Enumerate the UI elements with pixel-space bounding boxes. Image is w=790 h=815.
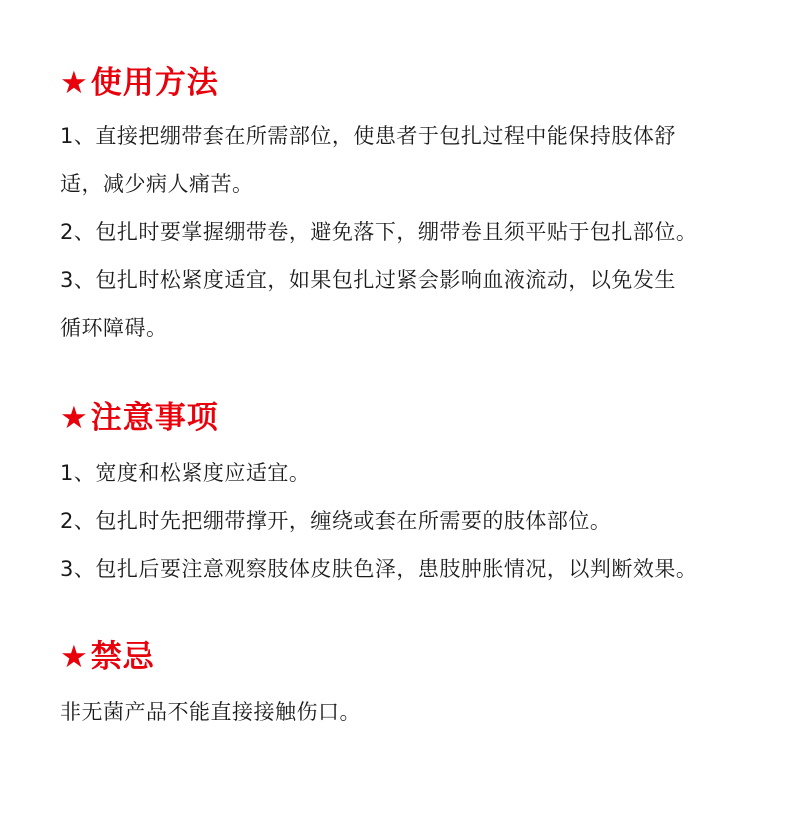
contraindications-heading <box>60 637 155 677</box>
usage-line-2: 适，减少病人痛苦。 <box>60 172 254 196</box>
notes-line-2: 2、包扎时先把绷带撑开，缠绕或套在所需要的肢体部位。 <box>60 509 612 533</box>
notes-heading <box>60 398 219 438</box>
notes-line-3: 3、包扎后要注意观察肢体皮肤色泽，患肢肿胀情况，以判断效果。 <box>60 557 698 581</box>
contraindications-line-1: 非无菌产品不能直接接触伤口。 <box>60 700 361 724</box>
notes-line-1: 1、宽度和松紧度应适宜。 <box>60 461 311 485</box>
notes-heading-title: 注意事项 <box>90 400 219 436</box>
star-icon: ★ <box>60 400 89 436</box>
usage-line-1: 1、直接把绷带套在所需部位，使患者于包扎过程中能保持肢体舒 <box>60 124 676 148</box>
usage-line-3: 2、包扎时要掌握绷带卷，避免落下，绷带卷且须平贴于包扎部位。 <box>60 220 698 244</box>
star-icon: ★ <box>60 65 89 101</box>
star-icon: ★ <box>60 639 89 675</box>
contraindications-heading-title: 禁忌 <box>90 639 155 675</box>
usage-line-5: 循环障碍。 <box>60 316 168 340</box>
usage-heading <box>60 63 219 103</box>
usage-heading-title: 使用方法 <box>90 65 219 101</box>
usage-line-4: 3、包扎时松紧度适宜，如果包扎过紧会影响血液流动，以免发生 <box>60 268 676 292</box>
